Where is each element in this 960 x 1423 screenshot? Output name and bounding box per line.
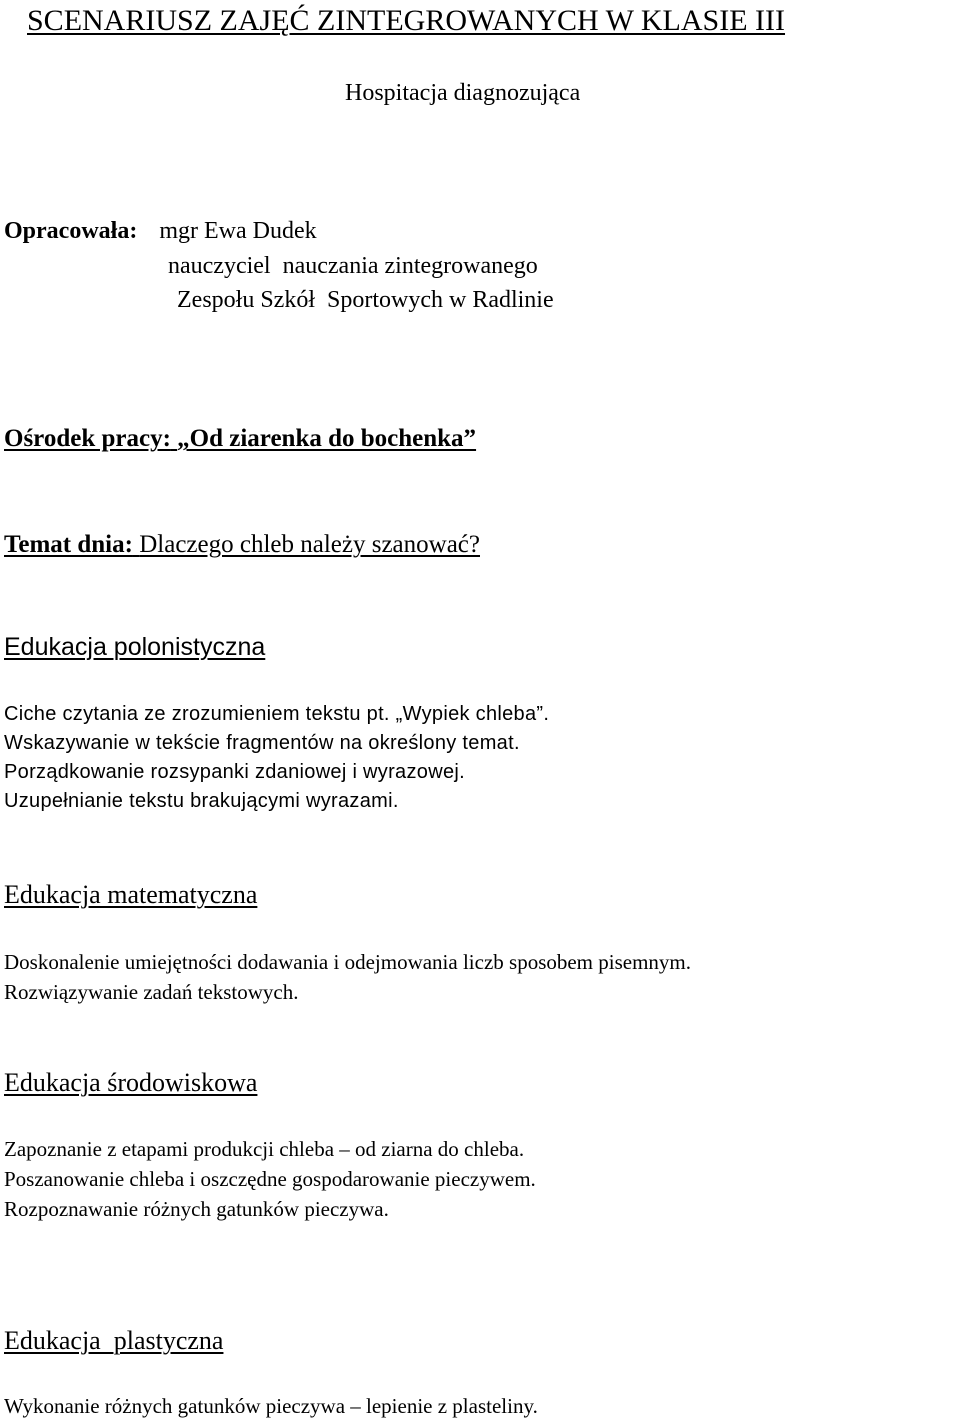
document-title: SCENARIUSZ ZAJĘĆ ZINTEGROWANYCH W KLASIE III	[27, 4, 786, 37]
document-subtitle: Hospitacja diagnozująca	[345, 80, 581, 106]
section-heading-math: Edukacja matematyczna	[4, 880, 258, 909]
author-role: nauczyciel nauczania zintegrowanego	[168, 253, 538, 279]
section-heading-environment: Edukacja środowiskowa	[4, 1068, 258, 1097]
section-heading-art: Edukacja plastyczna	[4, 1326, 224, 1355]
day-topic-value: Dlaczego chleb należy szanować?	[139, 531, 480, 558]
list-item: Rozpoznawanie różnych gatunków pieczywa.	[4, 1197, 389, 1221]
list-item: Wykonanie różnych gatunków pieczywa – lepienie z plasteliny.	[4, 1394, 538, 1418]
work-center	[4, 426, 476, 451]
author-name: mgr Ewa Dudek	[159, 218, 317, 244]
list-item: Uzupełnianie tekstu brakującymi wyrazami.	[4, 790, 399, 812]
list-item: Rozwiązywanie zadań tekstowych.	[4, 980, 299, 1004]
author-school: Zespołu Szkół Sportowych w Radlinie	[177, 287, 554, 313]
section-heading-polish: Edukacja polonistyczna	[4, 633, 266, 661]
day-topic-label: Temat dnia:	[4, 531, 133, 558]
author-block	[4, 219, 317, 243]
work-center-label: Ośrodek pracy:	[4, 425, 171, 452]
author-label: Opracowała:	[4, 218, 138, 244]
list-item: Zapoznanie z etapami produkcji chleba – od ziarna do chleba.	[4, 1137, 525, 1161]
list-item: Porządkowanie rozsypanki zdaniowej i wyrazowej.	[4, 761, 465, 783]
work-center-value: „Od ziarenka do bochenka”	[177, 425, 477, 452]
day-topic	[4, 532, 480, 557]
list-item: Poszanowanie chleba i oszczędne gospodarowanie pieczywem.	[4, 1167, 536, 1191]
list-item: Wskazywanie w tekście fragmentów na określony temat.	[4, 732, 520, 754]
list-item: Doskonalenie umiejętności dodawania i odejmowania liczb sposobem pisemnym.	[4, 950, 692, 974]
list-item: Ciche czytania ze zrozumieniem tekstu pt. „Wypiek chleba”.	[4, 703, 550, 725]
